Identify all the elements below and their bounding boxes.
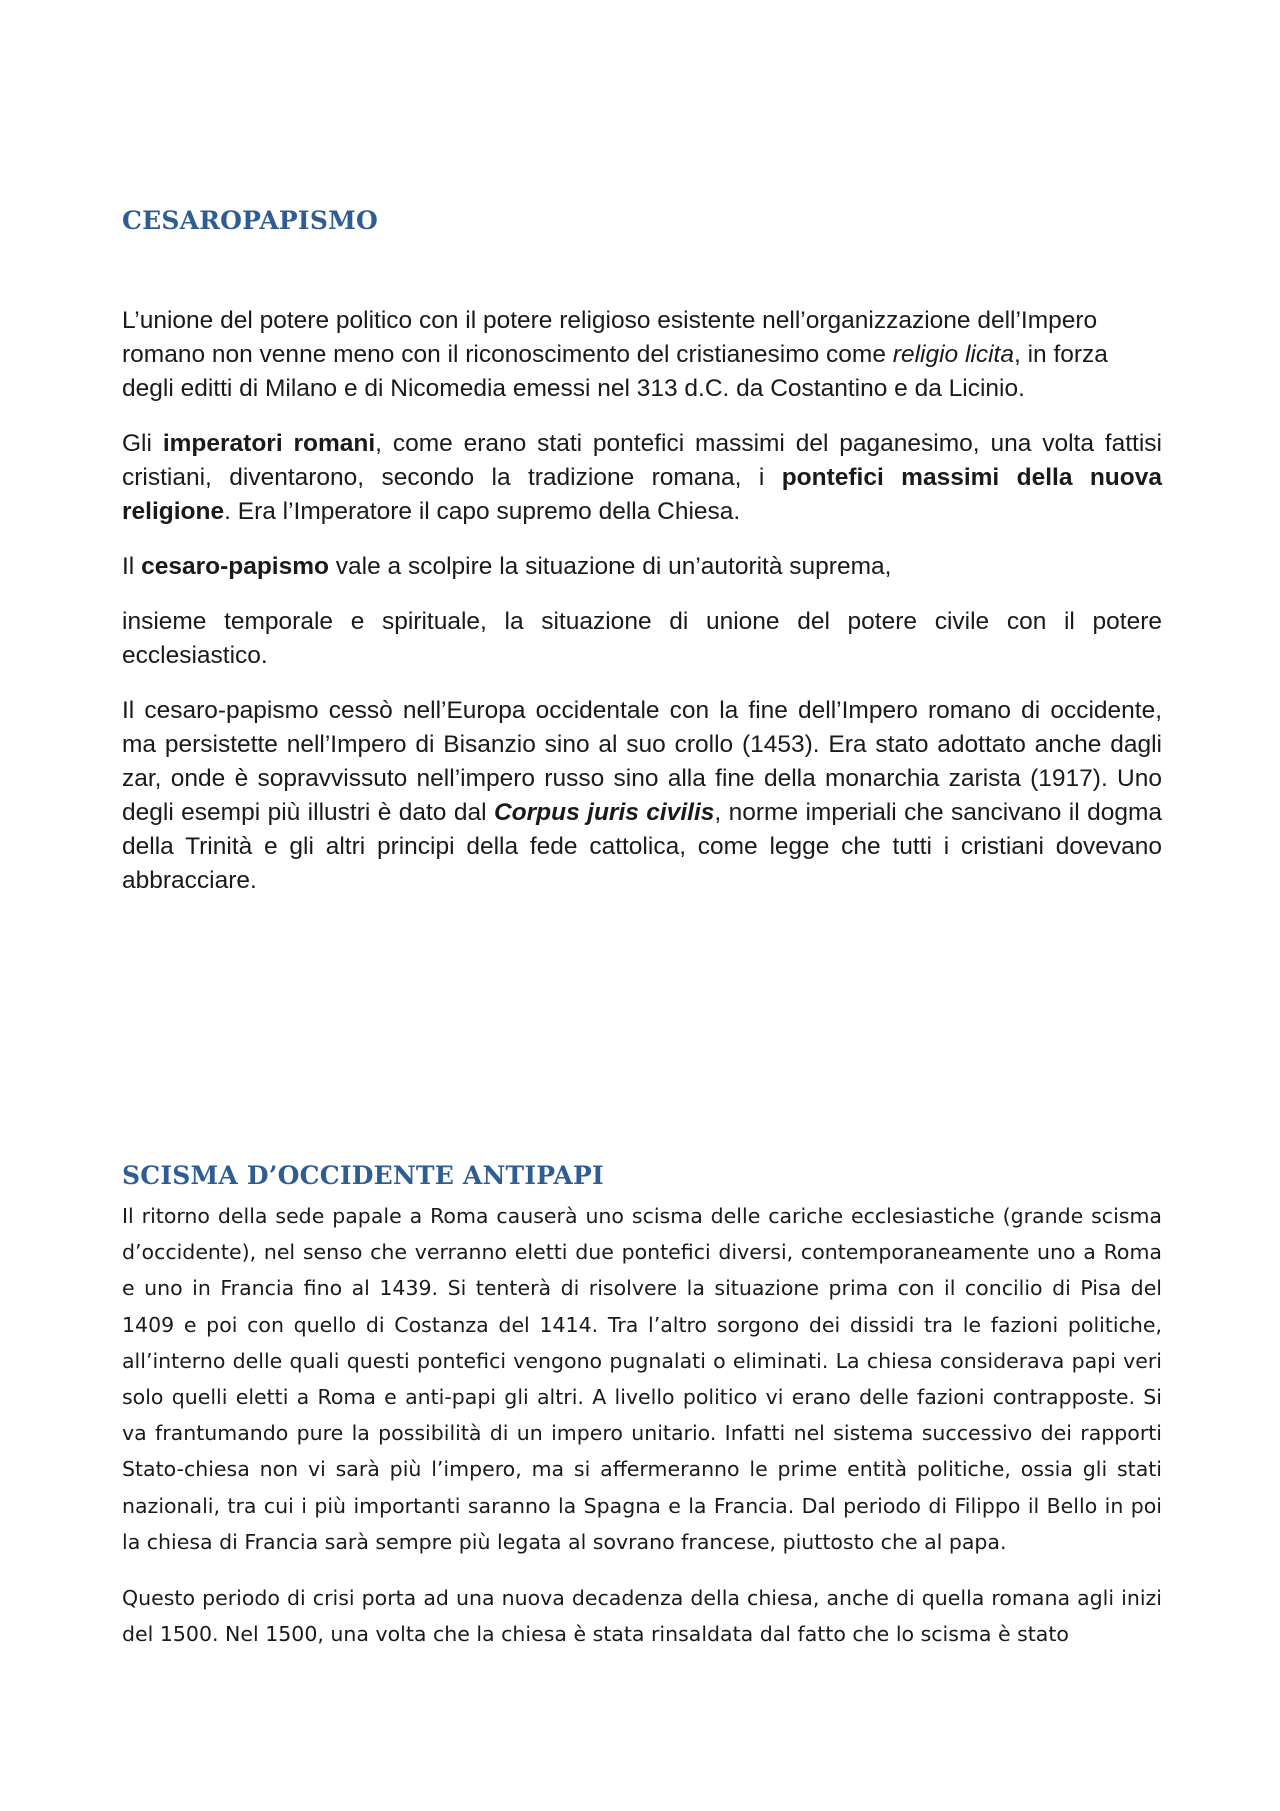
- text-run: Gli: [122, 430, 163, 457]
- text-run: , in forza degli editti di Milano e di Nicomedia emessi nel 313 d.C. da Costantino e da Licinio.: [122, 341, 1108, 402]
- text-run: L’unione del potere politico con il potere religioso esistente nell’organizzazione dell’Impero romano non venne meno con il riconoscimento del cristianesimo come: [122, 307, 1098, 368]
- section-scisma-body: [122, 1198, 1162, 1672]
- text-run: Il cesaro-papismo cessò nell’Europa occidentale con la fine dell’Impero romano di occidente, ma persistette nell’Impero di Bisanzio sino al suo crollo (1453). Era stato adottato anche dagli zar, onde è sopravvissuto nell’impero russo sino alla fine della monarchia zarista (1917). Uno degli esempi più illustri è dato dal: [122, 697, 1162, 826]
- text-run: . Era l’Imperatore il capo supremo della Chiesa.: [224, 498, 741, 525]
- paragraph: insieme temporale e spirituale, la situazione di unione del potere civile con il potere ecclesiastico.: [122, 608, 1162, 669]
- bold-term: pontefici massimi della nuova religione: [122, 464, 1162, 525]
- paragraph: [122, 694, 1162, 898]
- bold-italic-term: Corpus juris civilis: [493, 799, 715, 826]
- text-run: , come erano stati pontefici massimi del paganesimo, una volta fattisi cristiani, diventarono, secondo la tradizione romana, i: [122, 430, 1162, 491]
- paragraph: Questo periodo di crisi porta ad una nuova decadenza della chiesa, anche di quella romana agli inizi del 1500. Nel 1500, una volta che la chiesa è stata rinsaldata dal fatto che lo scisma è stato: [122, 1586, 1162, 1647]
- paragraph: [122, 550, 1162, 584]
- section-heading-scisma: SCISMA D’OCCIDENTE ANTIPAPI: [122, 1161, 604, 1190]
- bold-term: cesaro-papismo: [141, 553, 329, 580]
- section-cesaropapismo-body: [122, 304, 1162, 919]
- text-run: Il: [122, 553, 142, 580]
- bold-term: imperatori romani: [162, 430, 376, 457]
- paragraph: [122, 304, 1162, 406]
- text-run: , norme imperiali che sancivano il dogma della Trinità e gli altri principi della fede cattolica, come legge che tutti i cristiani dovevano abbracciare.: [122, 799, 1162, 894]
- section-heading-cesaropapismo: CESAROPAPISMO: [122, 206, 378, 235]
- text-run: vale a scolpire la situazione di un’autorità suprema,: [328, 553, 892, 580]
- italic-term: religio licita: [892, 341, 1014, 368]
- paragraph: [122, 427, 1162, 529]
- paragraph: Il ritorno della sede papale a Roma causerà uno scisma delle cariche ecclesiastiche (grande scisma d’occidente), nel senso che verranno eletti due pontefici diversi, contemporaneamente uno a Roma e uno in Francia fino al 1439. Si tenterà di risolvere la situazione prima con il concilio di Pisa del 1409 e poi con quello di Costanza del 1414. Tra l’altro sorgono dei dissidi tra le fazioni politiche, all’interno delle quali questi pontefici vengono pugnalati o eliminati. La chiesa considerava papi veri solo quelli eletti a Roma e anti-papi gli altri. A livello politico vi erano delle fazioni contrapposte. Si va frantumando pure la possibilità di un impero unitario. Infatti nel sistema successivo dei rapporti Stato-chiesa non vi sarà più l’impero, ma si affermeranno le prime entità politiche, ossia gli stati nazionali, tra cui i più importanti saranno la Spagna e la Francia. Dal periodo di Filippo il Bello in poi la chiesa di Francia sarà sempre più legata al sovrano francese, piuttosto che al papa.: [122, 1204, 1162, 1554]
